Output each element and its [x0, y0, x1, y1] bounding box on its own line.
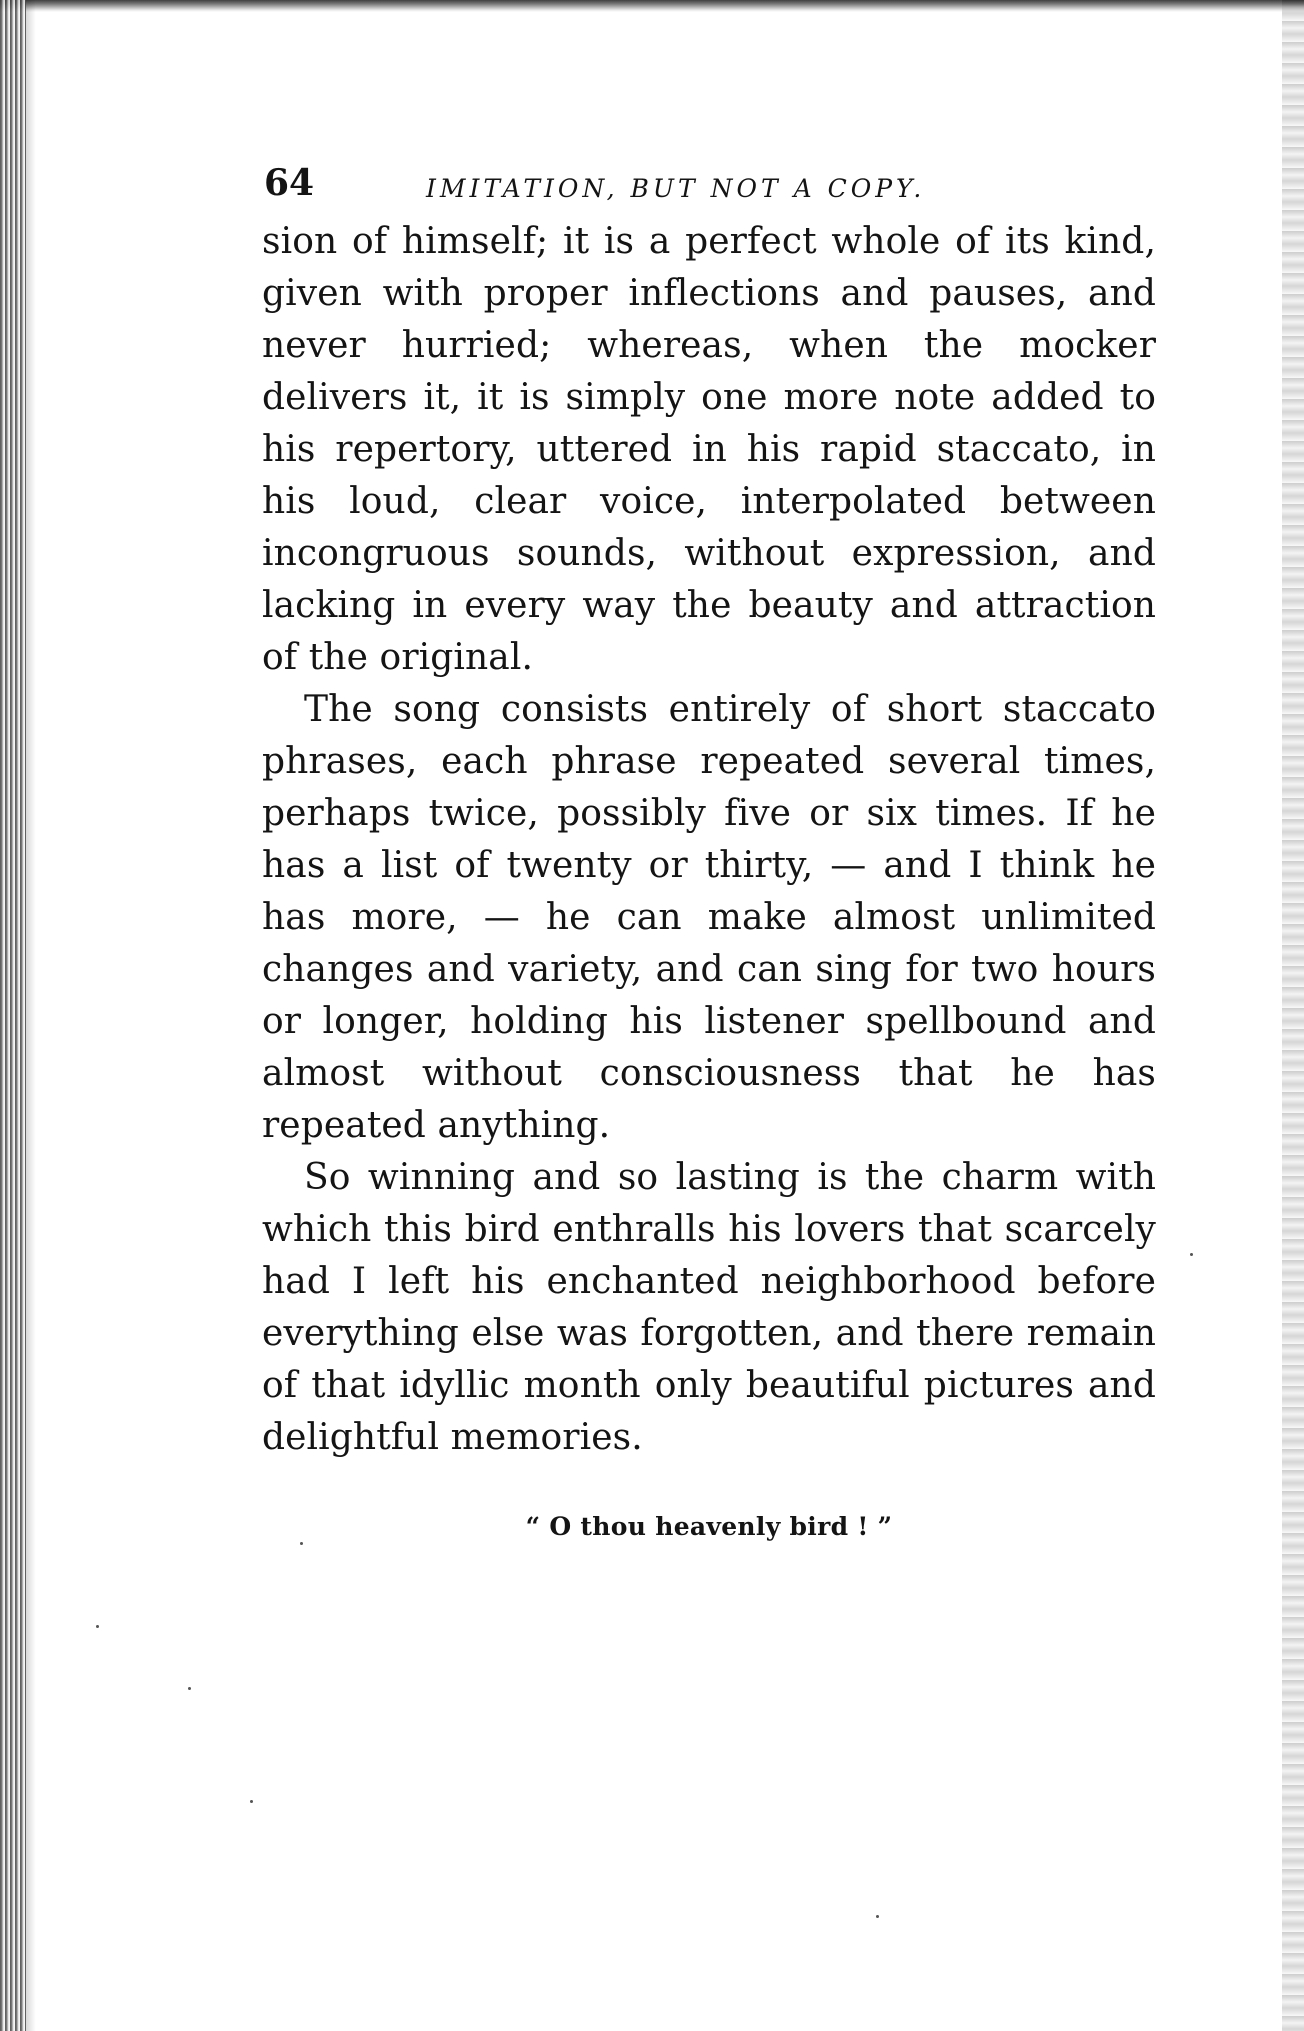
- paragraph-3: So winning and so lasting is the charm with which this bird enthralls his lovers that scarcely had I left his enchanted neighborhood before everything else was forgotten, and there remain of that idyllic month only beautiful pictures and delightful memories.: [262, 1157, 1156, 1458]
- page-header: [262, 150, 1156, 210]
- scan-speck: [96, 1625, 99, 1628]
- scan-right-edge: [1282, 0, 1304, 2031]
- body-text: [262, 216, 1156, 1464]
- scan-speck: [876, 1915, 879, 1918]
- page-number: 64: [264, 162, 315, 204]
- closing-quotation: “ O thou heavenly bird ! ”: [525, 1512, 893, 1541]
- scan-speck: [300, 1542, 303, 1545]
- scan-speck: [1190, 1253, 1193, 1256]
- book-page: [262, 150, 1156, 1541]
- scan-speck: [188, 1687, 191, 1690]
- scan-binding-edge: [0, 0, 26, 2031]
- running-head: IMITATION, BUT NOT A COPY.: [426, 174, 926, 203]
- paragraph-1: sion of himself; it is a perfect whole of its kind, given with proper inflections and pauses, and never hurried; whereas, when the mocker delivers it, it is simply one more note added to his repertory, uttered in his rapid staccato, in his loud, clear voice, interpolated between incongruous sounds, without expression, and lacking in every way the beauty and attraction of the original.: [262, 221, 1156, 678]
- scan-speck: [250, 1800, 253, 1803]
- scan-top-edge: [0, 0, 1304, 12]
- paragraph-2: The song consists entirely of short staccato phrases, each phrase repeated several times, perhaps twice, possibly five or six times. If he has a list of twenty or thirty, — and I think he has more, — he can make almost unlimited changes and variety, and can sing for two hours or longer, holding his listener spellbound and almost without consciousness that he has repeated anything.: [262, 689, 1156, 1146]
